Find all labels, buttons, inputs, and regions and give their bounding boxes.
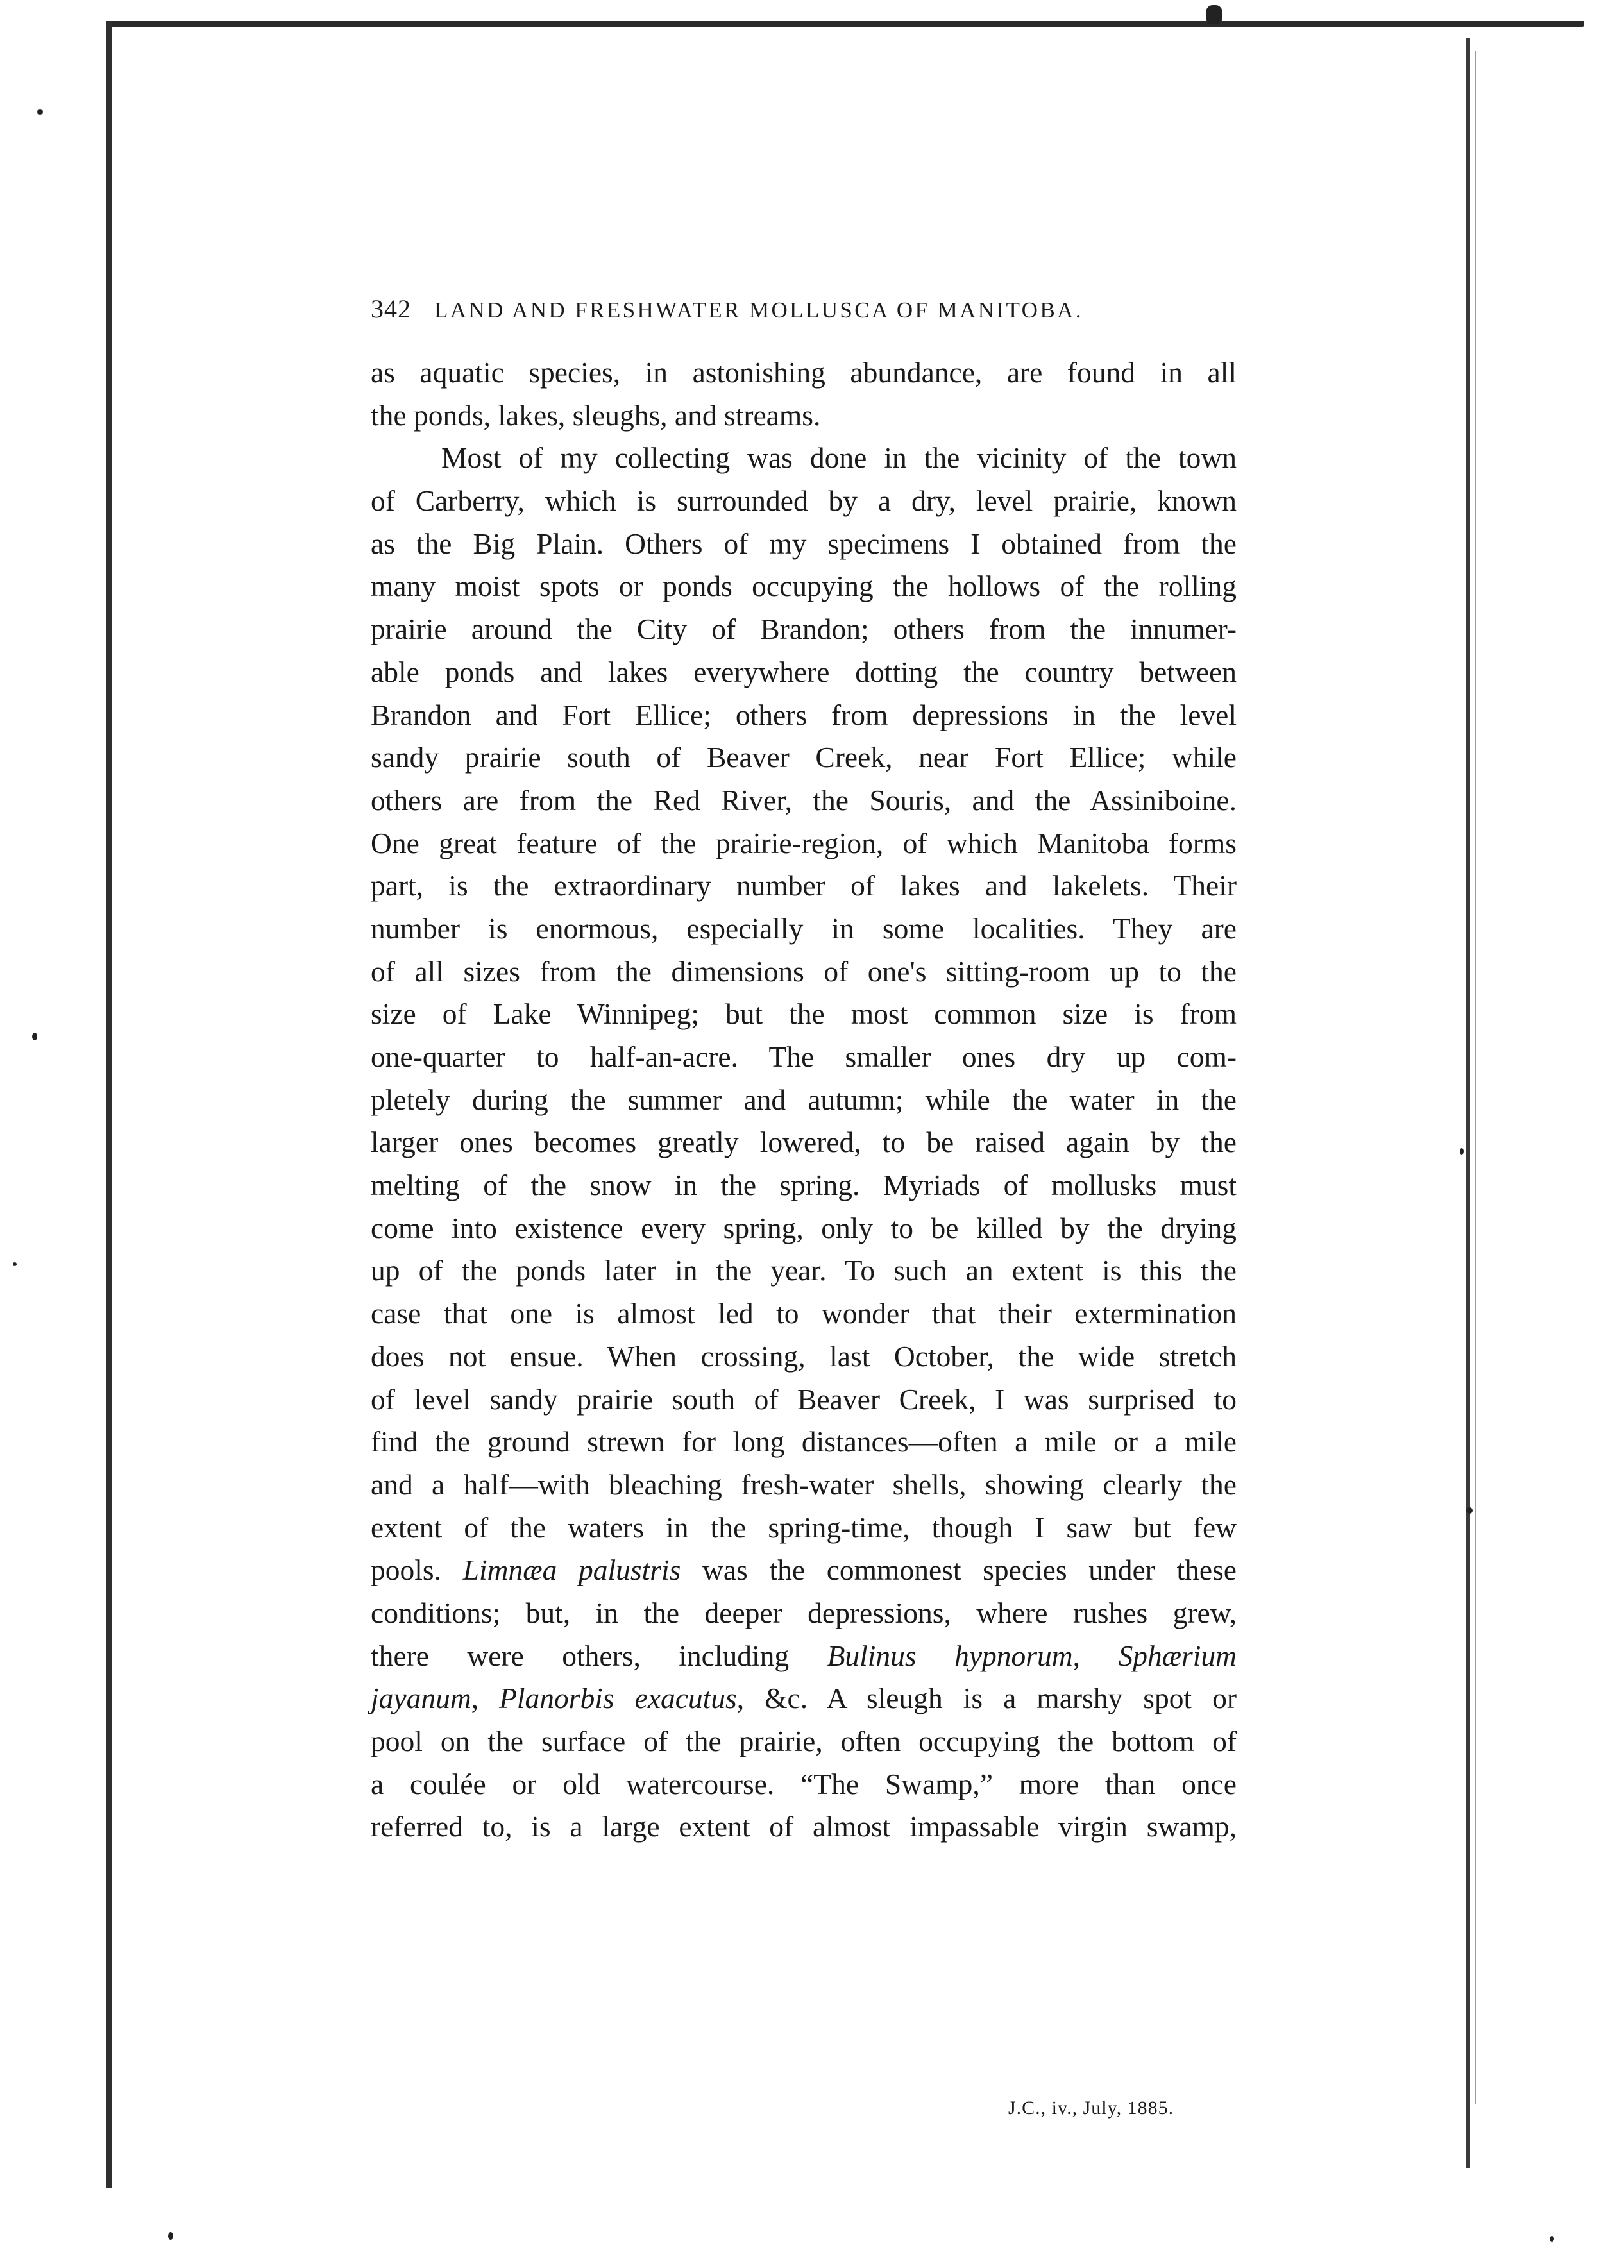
text-line: conditions; but, in the deeper depressions, where rushes grew,	[371, 1596, 1237, 1629]
text-line: able ponds and lakes everywhere dotting the country between	[371, 655, 1237, 688]
text-run: there were others, including	[371, 1639, 827, 1672]
running-head	[371, 294, 1243, 326]
text-line: extent of the waters in the spring-time, though I saw but few	[371, 1511, 1237, 1544]
text-run: ,	[471, 1682, 500, 1715]
text-line: melting of the snow in the spring. Myriads of mollusks must	[371, 1169, 1237, 1202]
text-line	[371, 1549, 1237, 1592]
text-line: a coulée or old watercourse. “The Swamp,” more than once	[371, 1767, 1237, 1800]
text-run: pools.	[371, 1553, 463, 1587]
species-name: Bulinus hypnorum	[827, 1639, 1073, 1672]
page-edge-left	[106, 21, 112, 2188]
scan-speck	[1466, 1507, 1473, 1514]
text-line: and a half—with bleaching fresh-water shells, showing clearly the	[371, 1468, 1237, 1501]
scan-speck	[168, 2232, 173, 2240]
page-edge-right-shadow	[1475, 51, 1476, 2104]
text-line: many moist spots or ponds occupying the hollows of the rolling	[371, 570, 1237, 603]
text-line: number is enormous, especially in some localities. They are	[371, 911, 1237, 945]
text-line: of all sizes from the dimensions of one's sitting-room up to the	[371, 954, 1237, 988]
text-line: Most of my collecting was done in the vicinity of the town	[441, 441, 1237, 475]
text-line: of level sandy prairie south of Beaver Creek, I was surprised to	[371, 1382, 1237, 1416]
text-line: case that one is almost led to wonder that their extermination	[371, 1297, 1237, 1330]
scan-speck	[13, 1262, 17, 1266]
species-name: Planorbis exacutus	[499, 1682, 737, 1715]
page-edge-top	[109, 21, 1584, 27]
scan-speck	[32, 1033, 37, 1040]
scan-speck	[1460, 1148, 1464, 1155]
signature-mark: J.C., iv., July, 1885.	[1008, 2097, 1174, 2119]
text-line: up of the ponds later in the year. To such an extent is this the	[371, 1254, 1237, 1287]
species-name: Sphærium	[1118, 1639, 1237, 1672]
page-edge-right	[1466, 38, 1470, 2168]
scan-speck	[1550, 2236, 1554, 2242]
body-text	[371, 351, 1237, 1849]
text-line: of Carberry, which is surrounded by a dry, level prairie, known	[371, 484, 1237, 518]
text-run: was the commonest species under these	[681, 1553, 1237, 1587]
text-line: One great feature of the prairie-region, of which Manitoba forms	[371, 826, 1237, 859]
text-line: size of Lake Winnipeg; but the most common size is from	[371, 997, 1237, 1031]
text-line: pletely during the summer and autumn; while the water in the	[371, 1083, 1237, 1116]
scan-speck	[1206, 5, 1222, 24]
text-line: does not ensue. When crossing, last October, the wide stretch	[371, 1339, 1237, 1373]
species-name: jayanum	[371, 1682, 471, 1715]
scan-speck	[37, 109, 43, 115]
text-line	[371, 1677, 1237, 1720]
text-line: find the ground strewn for long distances—often a mile or a mile	[371, 1425, 1237, 1459]
text-run: ,	[1072, 1639, 1119, 1672]
text-line: come into existence every spring, only to be killed by the drying	[371, 1211, 1237, 1244]
running-title: LAND AND FRESHWATER MOLLUSCA OF MANITOBA.	[434, 298, 1083, 323]
text-line: part, is the extraordinary number of lakes and lakelets. Their	[371, 869, 1237, 902]
text-line: pool on the surface of the prairie, often occupying the bottom of	[371, 1725, 1237, 1757]
text-line: as aquatic species, in astonishing abundance, are found in all	[371, 356, 1237, 389]
text-line: as the Big Plain. Others of my specimens I obtained from the	[371, 527, 1237, 560]
species-name: Limnæa palustris	[462, 1553, 681, 1587]
text-line: others are from the Red River, the Souris, and the Assiniboine.	[371, 783, 1237, 817]
text-line: sandy prairie south of Beaver Creek, near Fort Ellice; while	[371, 741, 1237, 774]
text-line: prairie around the City of Brandon; others from the innumer-	[371, 613, 1237, 646]
text-line: the ponds, lakes, sleughs, and streams.	[371, 398, 821, 432]
text-line: larger ones becomes greatly lowered, to be raised again by the	[371, 1126, 1237, 1159]
text-line: Brandon and Fort Ellice; others from depressions in the level	[371, 698, 1237, 731]
text-line: referred to, is a large extent of almost impassable virgin swamp,	[371, 1810, 1237, 1843]
page-number: 342	[371, 294, 411, 323]
text-run: , &c. A sleugh is a marshy spot or	[736, 1682, 1237, 1715]
text-line: one-quarter to half-an-acre. The smaller ones dry up com-	[371, 1040, 1237, 1073]
text-line	[371, 1635, 1237, 1678]
